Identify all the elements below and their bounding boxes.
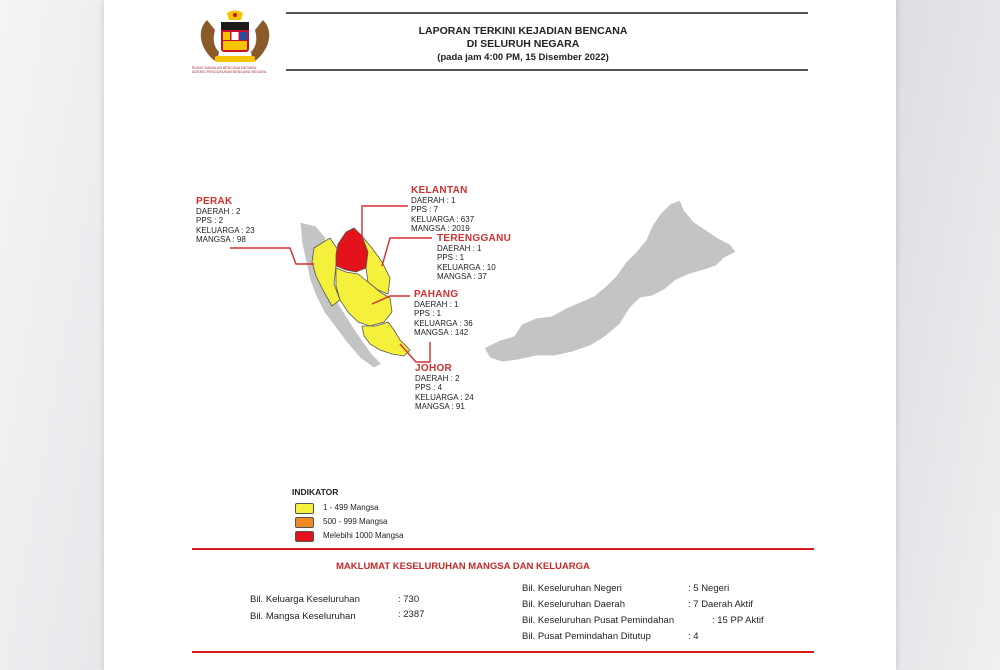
legend-swatch-yellow xyxy=(295,503,314,514)
stat-keluarga: KELUARGA : 637 xyxy=(411,214,475,224)
state-kelantan xyxy=(336,228,368,272)
east-malaysia xyxy=(484,200,736,362)
legend-label: 500 - 999 Mangsa xyxy=(323,517,388,526)
summary-value: : 5 Negeri xyxy=(688,583,730,594)
stat-daerah: DAERAH : 1 xyxy=(411,196,456,205)
summary-label: Bil. Keluarga Keseluruhan xyxy=(250,594,360,605)
stat-daerah: DAERAH : 1 xyxy=(414,300,459,309)
legend-swatch-red xyxy=(295,531,314,542)
state-info-kelantan xyxy=(411,185,474,233)
summary-title: MAKLUMAT KESELURUHAN MANGSA DAN KELUARGA xyxy=(336,561,590,572)
stat-daerah: DAERAH : 2 xyxy=(415,374,460,383)
state-name: PAHANG xyxy=(414,289,459,300)
summary-label: Bil. Keseluruhan Negeri xyxy=(522,583,622,594)
summary-bottom-rule xyxy=(192,651,814,653)
stat-pps: PPS : 4 xyxy=(415,383,443,393)
summary-label: Bil. Pusat Pemindahan Ditutup xyxy=(522,631,651,642)
stat-mangsa: MANGSA : 37 xyxy=(437,271,487,281)
state-info-perak xyxy=(196,196,255,244)
summary-label: Bil. Keseluruhan Pusat Pemindahan xyxy=(522,615,675,626)
kelantan-leader-line xyxy=(362,206,408,240)
state-name: TERENGGANU xyxy=(437,233,512,244)
legend-label: 1 - 499 Mangsa xyxy=(323,503,379,512)
state-name: KELANTAN xyxy=(411,185,468,196)
stat-pps: PPS : 2 xyxy=(196,216,224,226)
stat-keluarga: KELUARGA : 10 xyxy=(437,262,496,272)
summary-value: : 730 xyxy=(398,594,420,605)
crest-caption: PUSAT KAWALAN BENCANA NEGARA AGENSI PENGURUSAN BENCANA NEGARA xyxy=(192,66,267,75)
stat-keluarga: KELUARGA : 24 xyxy=(415,392,474,402)
state-name: PERAK xyxy=(196,196,233,207)
stat-mangsa: MANGSA : 98 xyxy=(196,234,246,244)
legend-title: INDIKATOR xyxy=(292,487,339,497)
stat-mangsa: MANGSA : 2019 xyxy=(411,223,470,233)
stat-daerah: DAERAH : 1 xyxy=(437,244,482,253)
state-name: JOHOR xyxy=(415,363,453,374)
report-title: LAPORAN TERKINI KEJADIAN BENCANA DI SELURUH NEGARA (pada jam 4:00 PM, 15 Disember 2022) xyxy=(418,25,628,63)
legend-swatch-orange xyxy=(295,517,314,528)
legend-label: Melebihi 1000 Mangsa xyxy=(323,531,404,540)
summary-label: Bil. Mangsa Keseluruhan xyxy=(250,611,356,622)
summary-top-rule xyxy=(192,548,814,550)
summary-value: : 7 Daerah Aktif xyxy=(688,599,753,610)
summary-value: : 15 PP Aktif xyxy=(712,615,764,626)
summary-value: : 4 xyxy=(688,631,699,642)
summary-label: Bil. Keseluruhan Daerah xyxy=(522,599,625,610)
stat-mangsa: MANGSA : 142 xyxy=(414,327,469,337)
stat-pps: PPS : 7 xyxy=(411,205,439,215)
stat-keluarga: KELUARGA : 36 xyxy=(414,318,473,328)
terengganu-leader-line xyxy=(382,238,432,266)
state-info-terengganu xyxy=(437,233,511,281)
stat-pps: PPS : 1 xyxy=(437,253,465,263)
stat-keluarga: KELUARGA : 23 xyxy=(196,225,255,235)
summary-value: : 2387 xyxy=(398,609,425,620)
state-info-johor xyxy=(415,363,474,411)
stat-mangsa: MANGSA : 91 xyxy=(415,401,465,411)
stat-pps: PPS : 1 xyxy=(414,309,442,319)
state-info-pahang xyxy=(414,289,473,337)
stat-daerah: DAERAH : 2 xyxy=(196,207,241,216)
perak-leader-line xyxy=(230,248,314,264)
